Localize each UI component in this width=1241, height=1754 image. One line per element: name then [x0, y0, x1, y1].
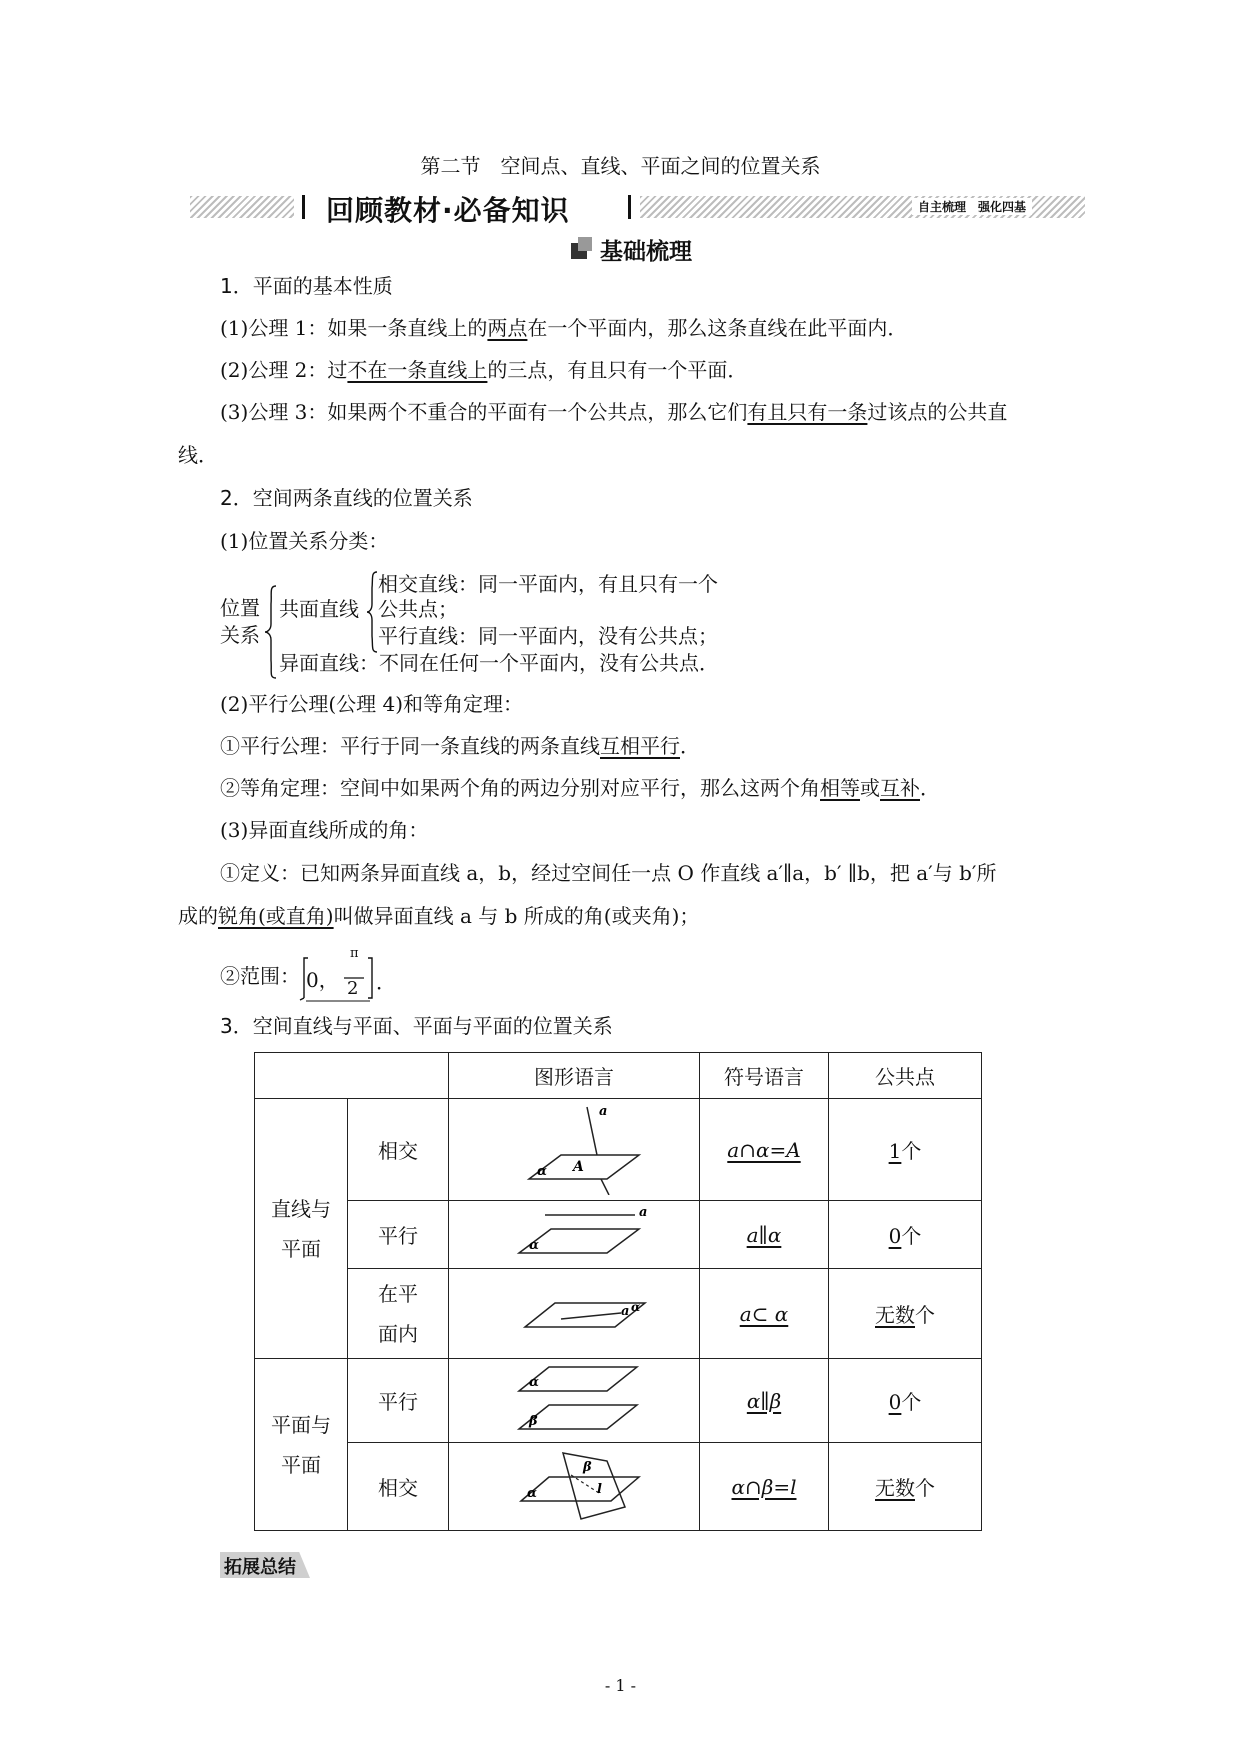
count-cell: [829, 1443, 982, 1531]
range-two: 2: [347, 978, 359, 999]
axiom-3-pre: (3)公理 3：如果两个不重合的平面有一个公共点，那么它们: [220, 400, 748, 424]
range-zero: 0，: [306, 968, 339, 992]
tree-skew: 异面直线：不同在任何一个平面内，没有公共点．: [279, 651, 719, 675]
figure-line-parallel-plane: [449, 1201, 700, 1269]
tree-parallel: 平行直线：同一平面内，没有公共点；: [378, 624, 718, 648]
parallel-axiom-answer: 互相平行: [600, 734, 680, 758]
skew-angle-label: (3)异面直线所成的角：: [220, 818, 429, 842]
count-cell: [829, 1201, 982, 1269]
parallel-axiom: [220, 733, 700, 759]
skew-def-answer: 锐角(或直角): [218, 904, 334, 928]
symbol-answer: a∩α=A: [727, 1137, 801, 1162]
section-title: 第二节 空间点、直线、平面之间的位置关系: [420, 154, 821, 178]
axiom-1-answer: 两点: [487, 316, 528, 340]
label-alpha: α: [529, 1238, 540, 1253]
range-end: ．: [376, 970, 396, 994]
label-alpha: α: [537, 1164, 548, 1179]
figure-plane-parallel-plane: [449, 1359, 700, 1443]
table-header-blank: [255, 1053, 449, 1099]
equal-angle-mid: 或: [860, 776, 880, 800]
count-cell: [829, 1099, 982, 1201]
figure-line-intersect-plane: [449, 1099, 700, 1201]
axiom-2-pre: (2)公理 2：过: [220, 358, 348, 382]
banner-hatch-left: [190, 196, 294, 218]
expand-summary: 拓展总结: [224, 1557, 296, 1578]
label-a: a: [639, 1205, 648, 1220]
equal-angle-pre: ②等角定理：空间中如果两个角的两边分别对应平行，那么这两个角: [220, 776, 820, 800]
classify-label: (1)位置关系分类：: [220, 529, 389, 553]
count-unit: 个: [901, 1224, 922, 1248]
label-beta: β: [529, 1414, 538, 1429]
symbol-cell: [700, 1269, 829, 1359]
equal-angle-theorem: [220, 775, 940, 801]
axiom-3-cont: 线．: [178, 443, 218, 467]
tree-intersect-1: 相交直线：同一平面内，有且只有一个: [378, 572, 718, 596]
equal-angle-answer-2: 互补: [880, 776, 920, 800]
table-header-row: [255, 1053, 982, 1099]
s3-heading: 3．空间直线与平面、平面与平面的位置关系: [220, 1014, 613, 1038]
range-pi: π: [350, 946, 359, 961]
axiom-2-answer: 不在一条直线上: [347, 358, 488, 382]
banner-title: 回顾教材·必备知识: [326, 194, 570, 227]
row-name: 相交: [348, 1099, 449, 1201]
figure-plane-intersect-plane: [449, 1443, 700, 1531]
symbol-answer: a⊂ α: [739, 1301, 789, 1326]
axiom-2-post: 的三点，有且只有一个平面．: [487, 358, 748, 382]
skew-def-pre: 成的: [178, 904, 218, 928]
symbol-cell: [700, 1201, 829, 1269]
label-a: a: [621, 1304, 630, 1319]
table-header-figure: 图形语言: [449, 1053, 700, 1099]
equal-angle-answer-1: 相等: [820, 776, 860, 800]
skew-angle-def-2: [178, 903, 699, 929]
brace-outer: [264, 584, 280, 680]
symbol-answer: α∥β: [746, 1388, 782, 1413]
axiom-3: [220, 399, 1007, 425]
table-header-common: 公共点: [829, 1053, 982, 1099]
table-row: [255, 1443, 982, 1531]
count-unit: 个: [901, 1139, 922, 1163]
relation-table: [254, 1052, 982, 1531]
count-answer: 0: [888, 1390, 902, 1414]
subheading: 基础梳理: [600, 239, 692, 265]
symbol-answer: α∩β=l: [731, 1474, 797, 1499]
label-l: l: [597, 1482, 602, 1497]
page-number: - 1 -: [604, 1676, 637, 1695]
count-answer: 无数: [875, 1303, 915, 1327]
axiom-2: [220, 357, 747, 383]
label-alpha: α: [527, 1486, 538, 1501]
banner-bar-right: [628, 195, 631, 219]
tree-coplanar: 共面直线: [279, 597, 359, 621]
count-answer: 1: [888, 1139, 902, 1163]
axiom-3-answer: 有且只有一条: [747, 400, 868, 424]
label-beta: β: [583, 1460, 592, 1475]
label-alpha: α: [631, 1300, 641, 1314]
tree-root-1: 位置: [220, 596, 260, 620]
symbol-cell: [700, 1099, 829, 1201]
equal-angle-post: ．: [920, 776, 940, 800]
symbol-answer: a∥α: [746, 1222, 782, 1247]
tree-root-2: 关系: [220, 623, 260, 647]
parallel-axiom-post: ．: [680, 734, 700, 758]
axiom-1-pre: (1)公理 1：如果一条直线上的: [220, 316, 488, 340]
banner-tag: 自主梳理 强化四基: [912, 198, 1032, 215]
table-row: [255, 1099, 982, 1201]
row-name: 平行: [348, 1201, 449, 1269]
row-name: 在平面内: [348, 1269, 449, 1359]
row-name: 相交: [348, 1443, 449, 1531]
range-label: ②范围：: [220, 964, 300, 988]
label-a: a: [599, 1104, 608, 1119]
axiom-3-post: 过该点的公共直: [867, 400, 1008, 424]
skew-def-post: 叫做异面直线 a 与 b 所成的角(或夹角)；: [333, 904, 700, 928]
count-unit: 个: [915, 1303, 935, 1327]
table-row: [255, 1359, 982, 1443]
count-answer: 无数: [875, 1476, 915, 1500]
group-plane-plane: 平面与平面: [255, 1359, 348, 1531]
count-unit: 个: [901, 1390, 922, 1414]
symbol-cell: [700, 1443, 829, 1531]
label-A: A: [573, 1159, 584, 1175]
axiom-1-post: 在一个平面内，那么这条直线在此平面内．: [527, 316, 908, 340]
symbol-cell: [700, 1359, 829, 1443]
table-header-symbol: 符号语言: [700, 1053, 829, 1099]
count-cell: [829, 1359, 982, 1443]
tree-intersect-2: 公共点；: [378, 597, 458, 621]
skew-angle-def-1: ①定义：已知两条异面直线 a，b，经过空间任一点 O 作直线 a′∥a，b′ ∥b，把 a′与 b′所: [220, 861, 997, 885]
row-name: 平行: [348, 1359, 449, 1443]
s2-heading: 2．空间两条直线的位置关系: [220, 486, 473, 510]
count-answer: 0: [888, 1224, 902, 1248]
banner-bar-left: [302, 195, 305, 219]
group-line-plane: 直线与平面: [255, 1099, 348, 1359]
figure-line-in-plane: [449, 1269, 700, 1359]
table-row: [255, 1269, 982, 1359]
label-alpha: α: [529, 1375, 540, 1390]
table-row: [255, 1201, 982, 1269]
axiom-1: [220, 315, 907, 341]
parallel-axiom-pre: ①平行公理：平行于同一条直线的两条直线: [220, 734, 600, 758]
s1-heading: 1．平面的基本性质: [220, 274, 393, 298]
axiom-4-label: (2)平行公理(公理 4)和等角定理：: [220, 692, 524, 716]
subheading-icon: [571, 237, 593, 259]
count-cell: [829, 1269, 982, 1359]
count-unit: 个: [915, 1476, 935, 1500]
